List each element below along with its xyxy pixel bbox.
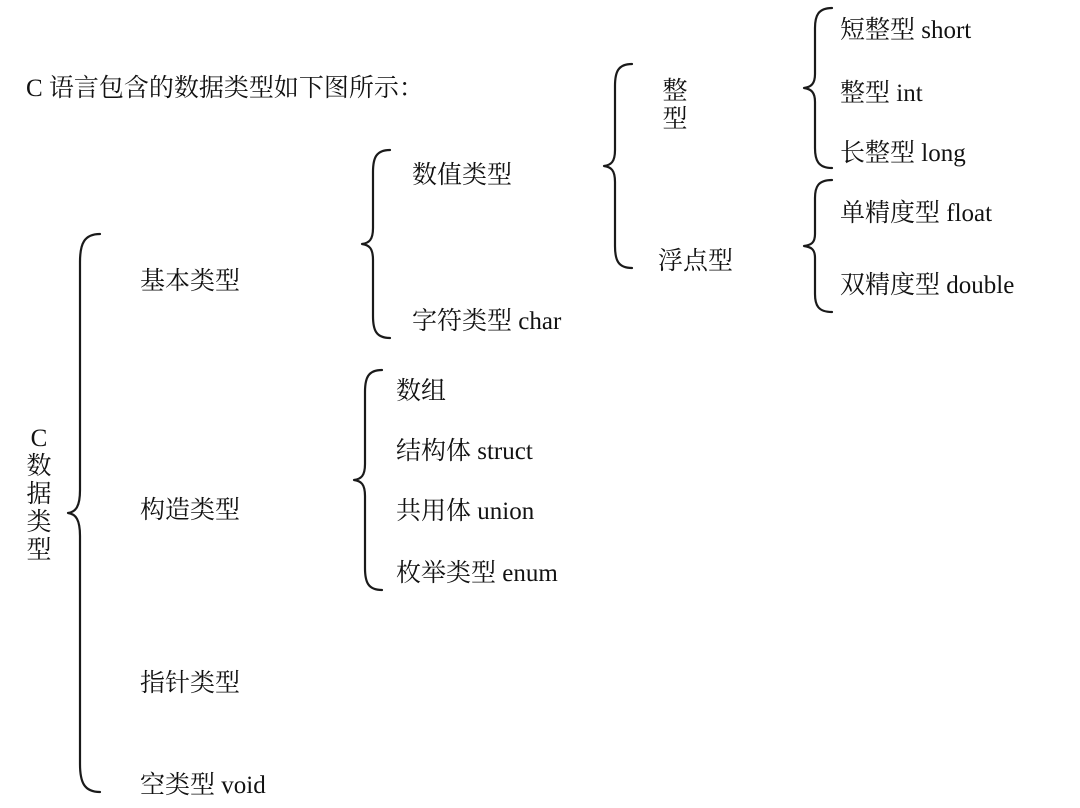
node-short: 短整型 short (840, 17, 972, 44)
node-构造类型: 构造类型 (140, 497, 241, 524)
brace-root (66, 232, 106, 794)
node-integer-type (658, 78, 692, 134)
root-label (22, 425, 56, 565)
node-char-type: 字符类型 char (412, 308, 562, 335)
node-int: 整型 int (840, 80, 923, 107)
brace-numeric-type (602, 62, 636, 270)
node-integer-type-char-0: 整 (662, 78, 688, 105)
node-pointer-type: 指针类型 (140, 670, 241, 697)
node-union: 共用体 union (396, 498, 535, 525)
root-label-char-4: 型 (26, 537, 52, 564)
root-label-char-1: 数 (26, 453, 52, 480)
node-float-type: 浮点型 (658, 248, 734, 275)
node-integer-type-char-1: 型 (662, 106, 688, 133)
brace-构造类型 (352, 368, 386, 594)
brace-float-type (802, 178, 836, 314)
root-label-char-2: 据 (26, 481, 52, 508)
node-struct: 结构体 struct (396, 438, 533, 465)
node-basic-type: 基本类型 (140, 268, 241, 295)
node-numeric-type: 数值类型 (412, 162, 513, 189)
root-label-char-3: 类 (26, 509, 52, 536)
node-double: 双精度型 double (840, 272, 1015, 299)
root-label-char-0: C (30, 425, 48, 452)
node-void-type: 空类型 void (140, 772, 266, 799)
node-array: 数组 (396, 378, 447, 405)
node-enum: 枚举类型 enum (396, 560, 558, 587)
brace-basic-type (360, 148, 394, 340)
node-float: 单精度型 float (840, 200, 993, 227)
node-long: 长整型 long (840, 140, 966, 167)
brace-integer-type (802, 6, 836, 170)
intro-text: C 语言包含的数据类型如下图所示： (26, 75, 424, 102)
